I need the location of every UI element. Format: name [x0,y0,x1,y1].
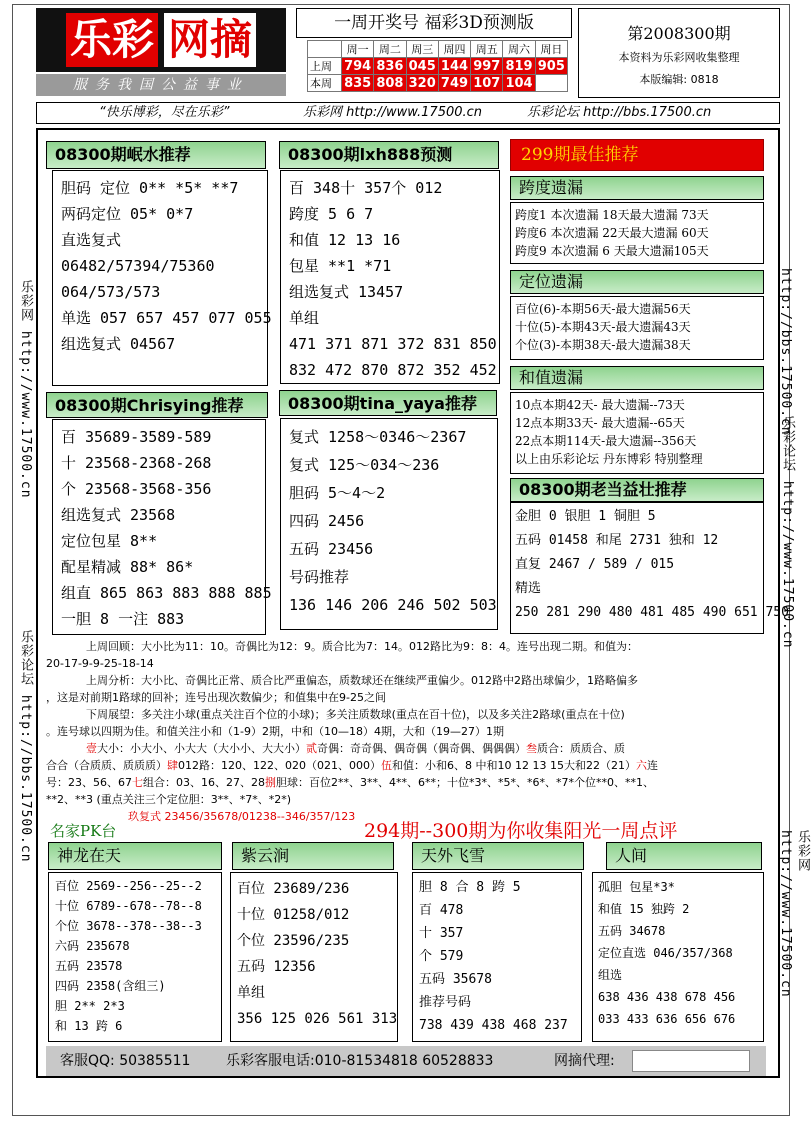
draw-number: 997 [471,58,503,75]
panel-line: 五码 34678 [598,924,666,938]
panel-line: 孤胆 包星*3* [598,880,675,894]
panel-line: 十位 01258/012 [237,907,350,923]
panel-line: 包星 **1 *71 [289,257,392,275]
panel-line: 064/573/573 [61,283,161,301]
period-box [578,8,780,98]
draw-number: 104 [503,75,535,92]
panel-line: 金胆 0 银胆 1 铜胆 5 [515,509,656,524]
forum-link[interactable]: 乐彩论坛 http://bbs.17500.cn [527,105,712,120]
panel-title: 08300期老当益壮推荐 [510,478,764,502]
panel-line: 组选 [598,968,623,982]
panel-line: 两码定位 05* 0*7 [61,205,194,223]
omission-line: 百位(6)-本期56天-最大遗漏56天 [515,302,691,316]
table-row [308,41,568,58]
span-omission-box [510,202,764,264]
table-row [308,58,568,75]
panel-line: 832 472 870 872 352 452 [289,361,497,379]
agent-label: 网摘代理: [554,1053,615,1069]
panel-line: 复式 1258～0346～2367 [289,428,467,446]
slogan: 服务我国公益事业 [36,74,286,96]
side-text-right-top: http://bbs.17500.cn [778,268,793,436]
draw-number: 045 [406,58,438,75]
expert-pk-label: 名家PK台 [50,822,117,840]
omission-line: 十位(5)-本期43天-最大遗漏43天 [515,320,691,334]
section-title: 跨度遗漏 [510,176,764,200]
footer-bar [46,1046,766,1076]
marker-2: 贰 [306,742,317,755]
panel-line: 百 478 [419,903,464,918]
omission-line: 个位(3)-本期38天-最大遗漏38天 [515,338,691,352]
expert-title: 人间 [606,842,762,870]
side-text-left-top: 乐彩网 http://www.17500.cn [18,280,33,499]
marker-4: 肆 [167,759,178,772]
row-label: 本周 [308,75,342,92]
day-header: 周一 [342,41,374,58]
draw-number: 794 [342,58,374,75]
panel-line: 胆码 定位 0** *5* **7 [61,179,239,197]
position-omission-box [510,296,764,360]
prediction-panel-tina-yaya [280,418,498,630]
prediction-panel-laodangyizhuang [510,502,789,634]
panel-line: 百位 23689/236 [237,881,350,897]
panel-line: 百位 2569--256--25--2 [55,879,202,893]
panel-line: 个 579 [419,949,464,964]
panel-line: 精选 [515,581,542,596]
table-row [308,75,568,92]
panel-title: 08300期岷水推荐 [46,141,266,169]
panel-line: 十 23568-2368-268 [61,454,212,472]
expert-panel-ziyunjian [230,872,398,1042]
analysis-line: 下周展望：多关注小球(重点关注百个位的小球)；多关注质数球(重点在百十位)，以及多关注2路球(重点在十位) [86,708,625,721]
expert-panel-renjian [592,872,764,1042]
panel-line: 十 357 [419,926,464,941]
day-header: 周四 [438,41,470,58]
expert-title: 神龙在天 [48,842,222,870]
panel-line: 136 146 206 246 502 503 [289,596,497,614]
period-number: 第2008300期 [627,24,731,43]
panel-line: 和值 15 独跨 2 [598,902,690,916]
panel-line: 五码 01458 和尾 2731 独和 12 [515,533,719,548]
marker-6: 六 [635,759,647,772]
panel-line: 356 125 026 561 313 [237,1011,398,1027]
panel-line: 推荐号码 [419,995,472,1010]
prediction-panel-minshui [52,170,272,386]
best-picks-title: 299期最佳推荐 [510,139,764,171]
row-label: 上周 [308,58,342,75]
motto-quote: “快乐博彩，尽在乐彩” [99,105,230,120]
draw-number: 819 [503,58,535,75]
analysis-text [46,638,768,825]
panel-line: 单组 [237,985,265,1001]
panel-line: 组选复式 23568 [61,506,176,524]
analysis-line: 玖复式 23456/35678/01238--346/357/123 [128,810,356,823]
panel-line: 四码 2456 [289,512,365,530]
site-link[interactable]: 乐彩网 http://www.17500.cn [303,105,483,120]
draw-number: 836 [374,58,406,75]
panel-line: 738 439 438 468 237 [419,1018,568,1033]
marker-8: 捌 [265,776,276,789]
draw-number: 107 [471,75,503,92]
panel-line: 胆 8 合 8 跨 5 [419,880,521,895]
day-header: 周三 [406,41,438,58]
day-header: 周日 [535,41,567,58]
expert-panel-shenlong [48,872,222,1042]
agent-field[interactable] [632,1050,750,1072]
omission-line: 跨度6 本次遗漏 22天最大遗漏 60天 [515,226,709,240]
omission-line: 跨度9 本次遗漏 6 天最大遗漏105天 [515,244,709,258]
panel-line: 跨度 5 6 7 [289,205,374,223]
day-header: 周二 [374,41,406,58]
expert-title: 紫云涧 [232,842,394,870]
analysis-line: 。连号球以四期为佳。和值关注小和（1-9）2期，中和（10—18）4期，大和（19—27）1期 [46,725,504,738]
panel-line: 复式 125～034～236 [289,456,440,474]
draw-title: 一周开奖号 福彩3D预测版 [296,8,572,38]
panel-line: 五码 23456 [289,540,374,558]
panel-line: 一胆 8 一注 883 [61,610,185,628]
credit-line: 以上由乐彩论坛 丹东博彩 特别整理 [515,452,703,466]
omission-line: 10点本期42天- 最大遗漏--73天 [515,398,685,412]
logo-text-1: 乐彩 [66,13,158,67]
panel-line: 组选复式 04567 [61,335,176,353]
panel-line: 个位 3678--378--38--3 [55,919,202,933]
analysis-line: 20-17-9-9-25-18-14 [46,657,154,670]
draw-number: 905 [535,58,567,75]
omission-line: 12点本期33天- 最大遗漏--65天 [515,416,685,430]
panel-line: 单选 057 657 457 077 055 [61,309,272,327]
panel-line: 直复 2467 / 589 / 015 [515,557,675,572]
day-header: 周六 [503,41,535,58]
marker-3: 叁 [526,742,537,755]
panel-line: 638 436 438 678 456 [598,990,736,1004]
panel-line: 百 35689-3589-589 [61,428,212,446]
panel-line: 胆 2** 2*3 [55,999,125,1013]
side-text-left-bottom: 乐彩论坛 http://bbs.17500.cn [18,630,33,863]
sum-omission-box [510,392,764,474]
analysis-line: 合合（合质质、质质质）肆012路：120、122、020（021、000）伍和值：小和6、8 中和10 12 13 15大和22（21）六连 [46,759,658,772]
side-text-right-mid: 乐彩论坛 http://www.17500.cn [780,416,795,649]
service-phone: 乐彩客服电话:010-81534818 60528833 [226,1053,494,1069]
draw-number-empty [535,75,567,92]
draw-number: 144 [438,58,470,75]
marker-5: 伍 [380,759,392,772]
expert-title: 天外飞雪 [412,842,584,870]
service-qq: 客服QQ: 50385511 [60,1053,191,1069]
source-note: 本资料为乐彩网收集整理 [618,51,740,64]
motto-bar [36,102,780,124]
draw-number: 749 [438,75,470,92]
panel-line: 和值 12 13 16 [289,231,401,249]
panel-line: 250 281 290 480 481 485 490 651 750 [515,605,789,620]
expert-headline: 294期--300期为你收集阳光一周点评 [364,820,678,842]
analysis-line: 壹大小：小大小、小大大（大小小、大大小）贰奇偶：奇奇偶、偶奇偶（偶奇偶、偶偶偶）叁质合：质质合、质 [86,742,625,755]
prediction-panel-lxh888 [280,170,500,384]
panel-line: 十位 6789--678--78--8 [55,899,202,913]
panel-line: 个位 23596/235 [237,933,350,949]
draw-number: 808 [374,75,406,92]
analysis-line: 号：23、56、67七组合：03、16、27、28捌胆球：百位2**、3**、4**、6**；十位*3*、*5*、*6*、*7*个位**0、**1、 [46,776,654,789]
panel-line: 033 433 636 656 676 [598,1012,736,1026]
panel-line: 百 348十 357个 012 [289,179,443,197]
logo-text-2: 网摘 [164,13,256,67]
panel-line: 组直 865 863 883 888 885 [61,584,272,602]
panel-line: 胆码 5～4～2 [289,484,386,502]
panel-title: 08300期tina_yaya推荐 [279,390,497,416]
site-logo[interactable] [36,8,286,72]
omission-line: 跨度1 本次遗漏 18天最大遗漏 73天 [515,208,709,222]
side-text-right-bottom: 乐彩网 http://www.17500.cn [778,830,810,998]
panel-line: 五码 12356 [237,959,316,975]
panel-line: 号码推荐 [289,568,350,586]
editor-note: 本版编辑: 0818 [639,73,719,86]
panel-line: 个 23568-3568-356 [61,480,212,498]
panel-title: 08300期Chrisying推荐 [46,392,268,418]
draw-number: 835 [342,75,374,92]
draw-number: 320 [406,75,438,92]
panel-line: 定位直选 046/357/368 [598,946,733,960]
section-title: 和值遗漏 [510,366,764,390]
analysis-line: ，这是对前期1路球的回补；连号出现次数偏少；和值集中在9-25之间 [46,691,386,704]
section-title: 定位遗漏 [510,270,764,294]
panel-line: 五码 23578 [55,959,123,973]
analysis-line: 上周分析：大小比、奇偶比正常、质合比严重偏态，质数球还在继续严重偏少。012路中2路出球偏少，1路略偏多 [86,674,638,687]
panel-line: 六码 235678 [55,939,130,953]
analysis-line: 上周回顾：大小比为11：10。奇偶比为12：9。质合比为7：14。012路比为9：8：4。连号出现二期。和值为： [86,640,638,653]
analysis-line: **2、**3 (重点关注三个定位胆：3**、*7*、*2*) [46,793,292,806]
weekly-draw-table [307,40,568,92]
panel-line: 四码 2358(含组三) [55,979,166,993]
panel-line: 五码 35678 [419,972,492,987]
panel-line: 和 13 跨 6 [55,1019,123,1033]
panel-line: 直选复式 [61,231,122,249]
panel-line: 定位包星 8** [61,532,158,550]
panel-line: 配星精减 88* 86* [61,558,194,576]
prediction-panel-chrisying [52,419,272,635]
marker-1: 壹 [86,742,97,755]
day-header: 周五 [471,41,503,58]
expert-panel-tianwaifeixue [412,872,582,1042]
marker-7: 七 [132,776,143,789]
panel-title: 08300期lxh888预测 [279,141,499,169]
panel-line: 组选复式 13457 [289,283,404,301]
omission-line: 22点本期114天-最大遗漏--356天 [515,434,697,448]
panel-line: 单组 [289,309,320,327]
panel-line: 06482/57394/75360 [61,257,215,275]
panel-line: 471 371 871 372 831 850 [289,335,497,353]
